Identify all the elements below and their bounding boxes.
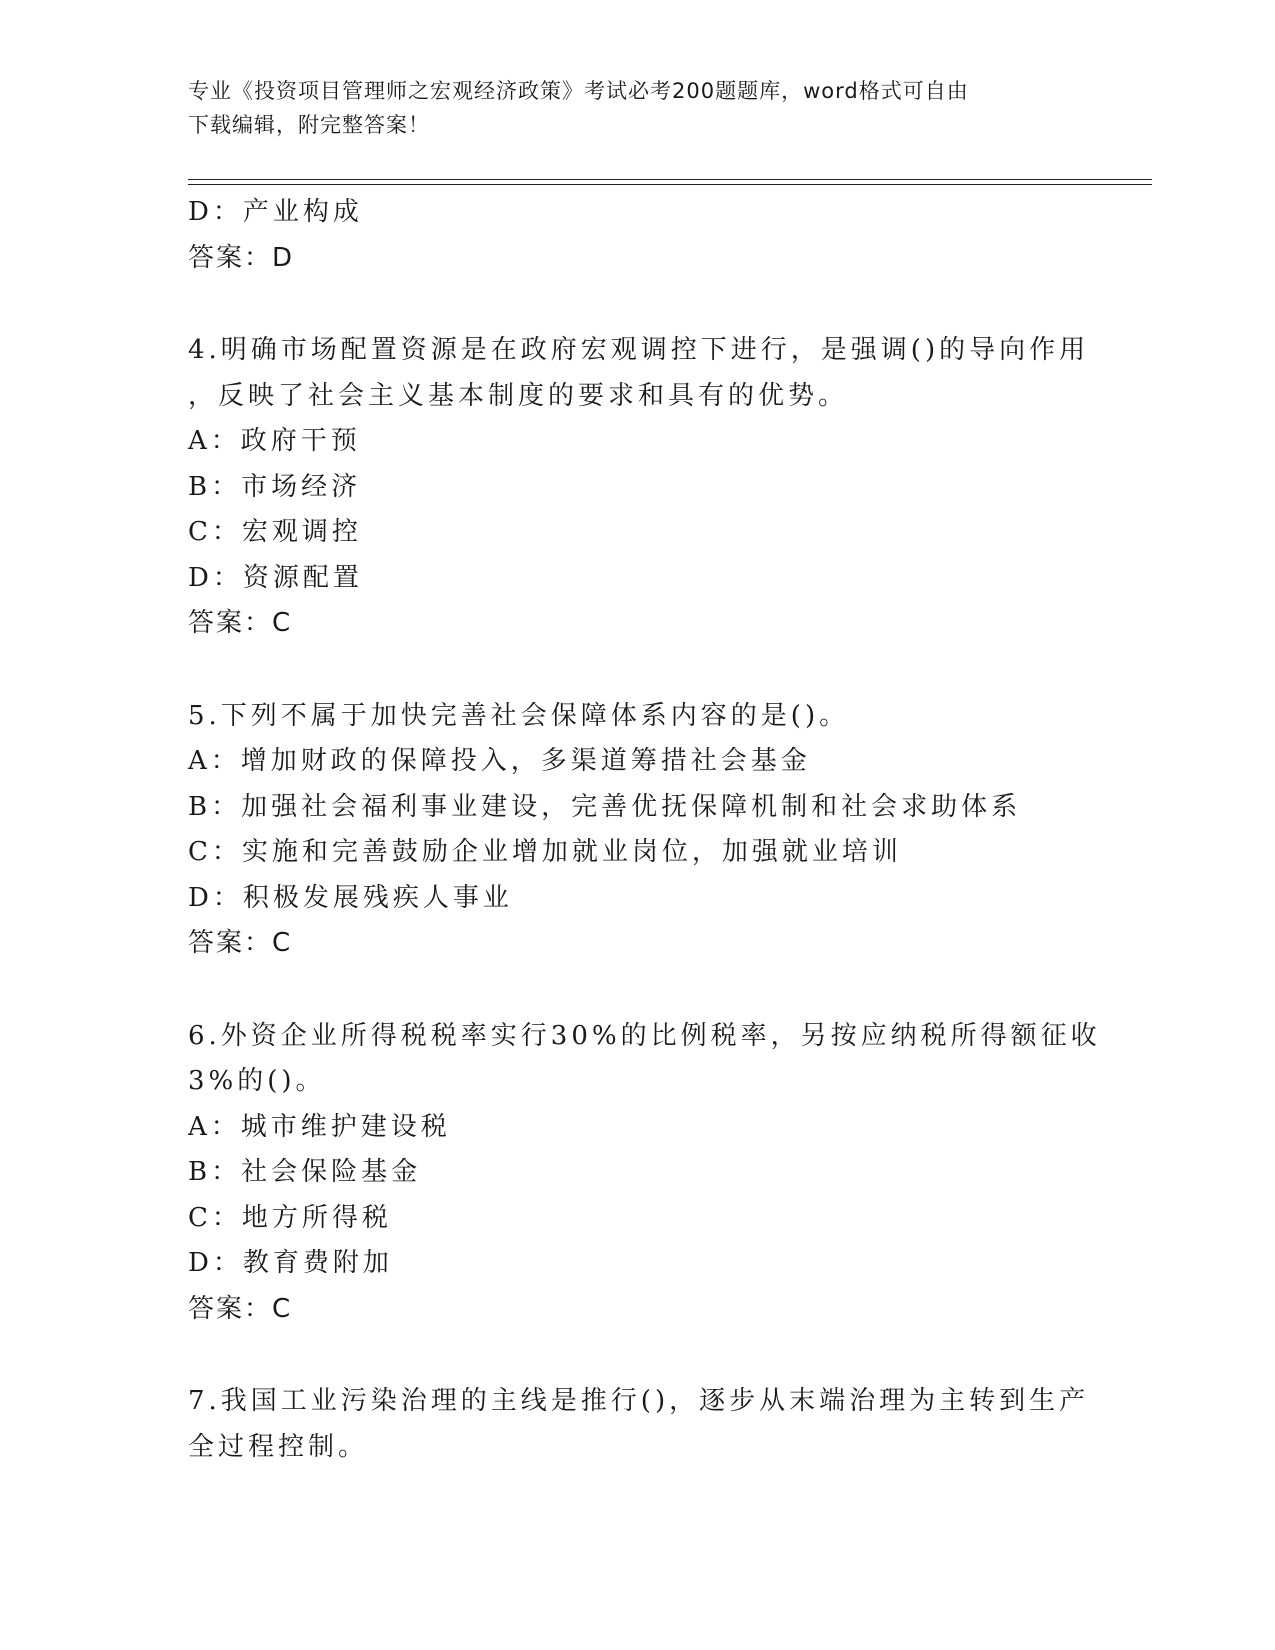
question-5 (188, 694, 1088, 967)
header-divider-top (188, 179, 1152, 180)
question-6-option-b: B：社会保险基金 (188, 1157, 422, 1187)
question-6-option-a: A：城市维护建设税 (188, 1111, 451, 1142)
question-5-text-line-1: 5.下列不属于加快完善社会保障体系内容的是()。 (188, 700, 850, 731)
question-5-option-d: D：积极发展残疾人事业 (188, 882, 513, 913)
header-divider-bottom (188, 184, 1152, 185)
prev-option-d: D：产业构成 (188, 197, 363, 227)
question-6-option-c: C：地方所得税 (188, 1202, 392, 1233)
header-title-line-2: 下载编辑，附完整答案！ (188, 113, 430, 137)
question-4-answer: 答案：C (188, 608, 293, 638)
question-6-answer: 答案：C (188, 1293, 293, 1324)
question-5-option-c: C：实施和完善鼓励企业增加就业岗位，加强就业培训 (188, 837, 902, 867)
question-4-option-c: C：宏观调控 (188, 517, 362, 547)
question-4 (188, 328, 1088, 647)
question-4-option-b: B：市场经济 (188, 471, 362, 502)
question-4-text-line-2: ，反映了社会主义基本制度的要求和具有的优势。 (188, 380, 849, 411)
question-6 (188, 1014, 1101, 1333)
question-6-text-line-2: 3%的()。 (188, 1066, 326, 1096)
question-5-option-b: B：加强社会福利事业建设，完善优抚保障机制和社会求助体系 (188, 791, 1022, 822)
question-5-answer: 答案：C (188, 928, 293, 958)
question-7 (188, 1379, 1088, 1470)
header-title-line-1: 专业《投资项目管理师之宏观经济政策》考试必考200题题库，word格式可自由 (188, 79, 969, 103)
document-header (188, 74, 1088, 142)
question-7-text-line-1: 7.我国工业污染治理的主线是推行()，逐步从末端治理为主转到生产 (188, 1386, 1090, 1416)
question-4-option-d: D：资源配置 (188, 562, 363, 593)
question-5-option-a: A：增加财政的保障投入，多渠道筹措社会基金 (188, 746, 811, 776)
question-4-text-line-1: 4.明确市场配置资源是在政府宏观调控下进行，是强调()的导向作用 (188, 335, 1090, 365)
question-6-option-d: D：教育费附加 (188, 1248, 393, 1278)
question-7-text-line-2: 全过程控制。 (188, 1431, 369, 1462)
prev-answer: 答案：D (188, 242, 295, 273)
question-list (188, 190, 1101, 1470)
question-6-text-line-1: 6.外资企业所得税税率实行30%的比例税率，另按应纳税所得额征收 (188, 1020, 1101, 1051)
question-4-option-a: A：政府干预 (188, 426, 361, 456)
